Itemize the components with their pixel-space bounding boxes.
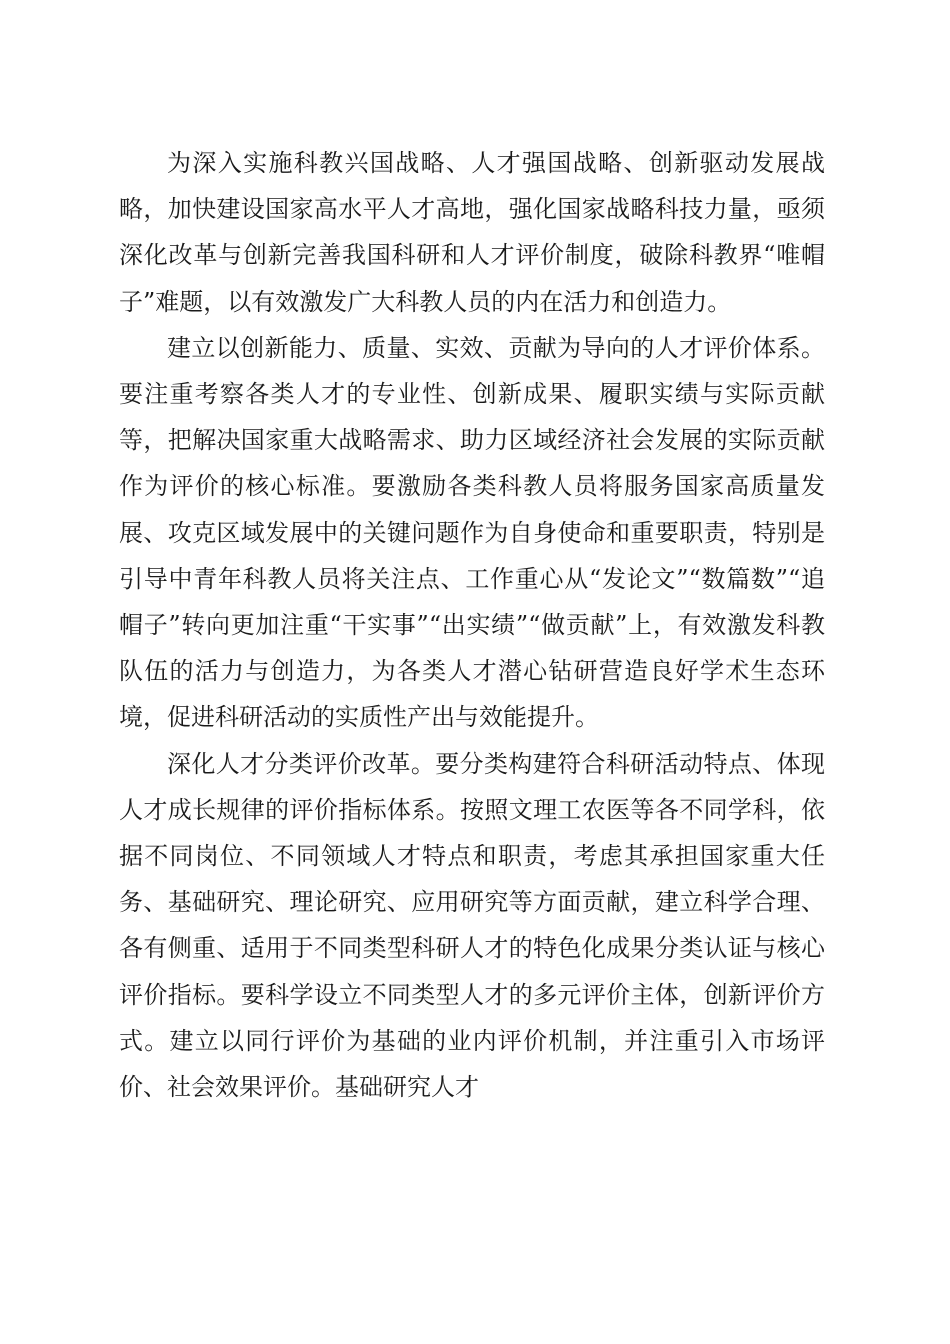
paragraph-classified-evaluation: 深化人才分类评价改革。要分类构建符合科研活动特点、体现人才成长规律的评价指标体系。按照文理工农医等各不同学科，依据不同岗位、不同领域人才特点和职责，考虑其承担国家重大任务、基础研究、理论研究、应用研究等方面贡献，建立科学合理、各有侧重、适用于不同类型科研人才的特色化成果分类认证与核心评价指标。要科学设立不同类型人才的多元评价主体，创新评价方式。建立以同行评价为基础的业内评价机制，并注重引入市场评价、社会效果评价。基础研究人才 bbox=[119, 749, 825, 1102]
document-body bbox=[119, 140, 825, 1110]
paragraph-intro: 为深入实施科教兴国战略、人才强国战略、创新驱动发展战略，加快建设国家高水平人才高地，强化国家战略科技力量，亟须深化改革与创新完善我国科研和人才评价制度，破除科教界“唯帽子”难题，以有效激发广大科教人员的内在活力和创造力。 bbox=[119, 149, 825, 316]
paragraph-evaluation-system: 建立以创新能力、质量、实效、贡献为导向的人才评价体系。要注重考察各类人才的专业性、创新成果、履职实绩与实际贡献等，把解决国家重大战略需求、助力区域经济社会发展的实际贡献作为评价的核心标准。要激励各类科教人员将服务国家高质量发展、攻克区域发展中的关键问题作为自身使命和重要职责，特别是引导中青年科教人员将关注点、工作重心从“发论文”“数篇数”“追帽子”转向更加注重“干实事”“出实绩”“做贡献”上，有效激发科教队伍的活力与创造力，为各类人才潜心钻研营造良好学术生态环境，促进科研活动的实质性产出与效能提升。 bbox=[119, 333, 825, 732]
